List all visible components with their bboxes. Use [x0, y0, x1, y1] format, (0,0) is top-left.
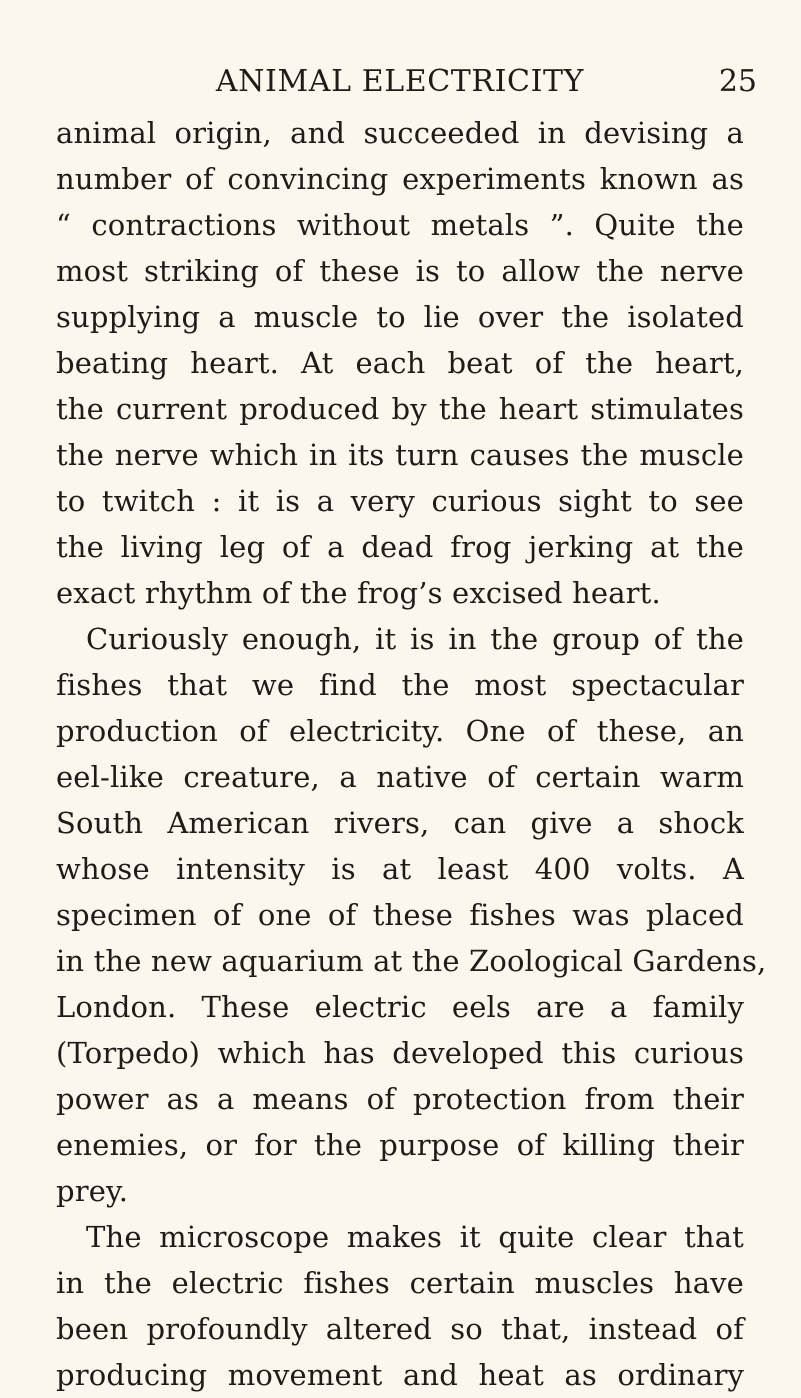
text-line: supplying a muscle to lie over the isolated [56, 300, 744, 334]
text-line: fishes that we find the most spectacular [56, 668, 744, 702]
text-line: in the new aquarium at the Zoological Gardens, [56, 944, 767, 978]
running-head [40, 58, 760, 106]
text-line: enemies, or for the purpose of killing their [56, 1128, 744, 1162]
text-line: number of convincing experiments known as [56, 162, 744, 196]
text-line: been profoundly altered so that, instead of [56, 1312, 744, 1346]
text-line: The microscope makes it quite clear that [86, 1220, 744, 1254]
text-line: in the electric fishes certain muscles have [56, 1266, 744, 1300]
text-line: “ contractions without metals ”. Quite the [56, 208, 744, 242]
text-line: London. These electric eels are a family [56, 990, 744, 1024]
running-title: ANIMAL ELECTRICITY [215, 64, 585, 99]
text-line: most striking of these is to allow the nerve [56, 254, 744, 288]
text-line: the living leg of a dead frog jerking at the [56, 530, 744, 564]
text-line: the current produced by the heart stimulates [56, 392, 744, 426]
page-number: 25 [718, 64, 757, 99]
text-line: animal origin, and succeeded in devising a [56, 116, 744, 150]
text-line: specimen of one of these fishes was placed [56, 898, 744, 932]
text-line: the nerve which in its turn causes the muscle [56, 438, 744, 472]
text-line: power as a means of protection from their [56, 1082, 744, 1116]
text-line: eel-like creature, a native of certain warm [56, 760, 744, 794]
text-line: producing movement and heat as ordinary [56, 1358, 744, 1392]
text-line: production of electricity. One of these, an [56, 714, 744, 748]
text-line: beating heart. At each beat of the heart, [56, 346, 744, 380]
text-line: to twitch : it is a very curious sight to see [56, 484, 744, 518]
body-text [56, 110, 767, 1398]
text-line: exact rhythm of the frog’s excised heart. [56, 576, 661, 610]
text-line: South American rivers, can give a shock [56, 806, 744, 840]
text-line: (Torpedo) which has developed this curious [56, 1036, 744, 1070]
text-line: Curiously enough, it is in the group of the [86, 622, 744, 656]
text-line: whose intensity is at least 400 volts. A [56, 852, 744, 886]
text-line: prey. [56, 1174, 129, 1208]
